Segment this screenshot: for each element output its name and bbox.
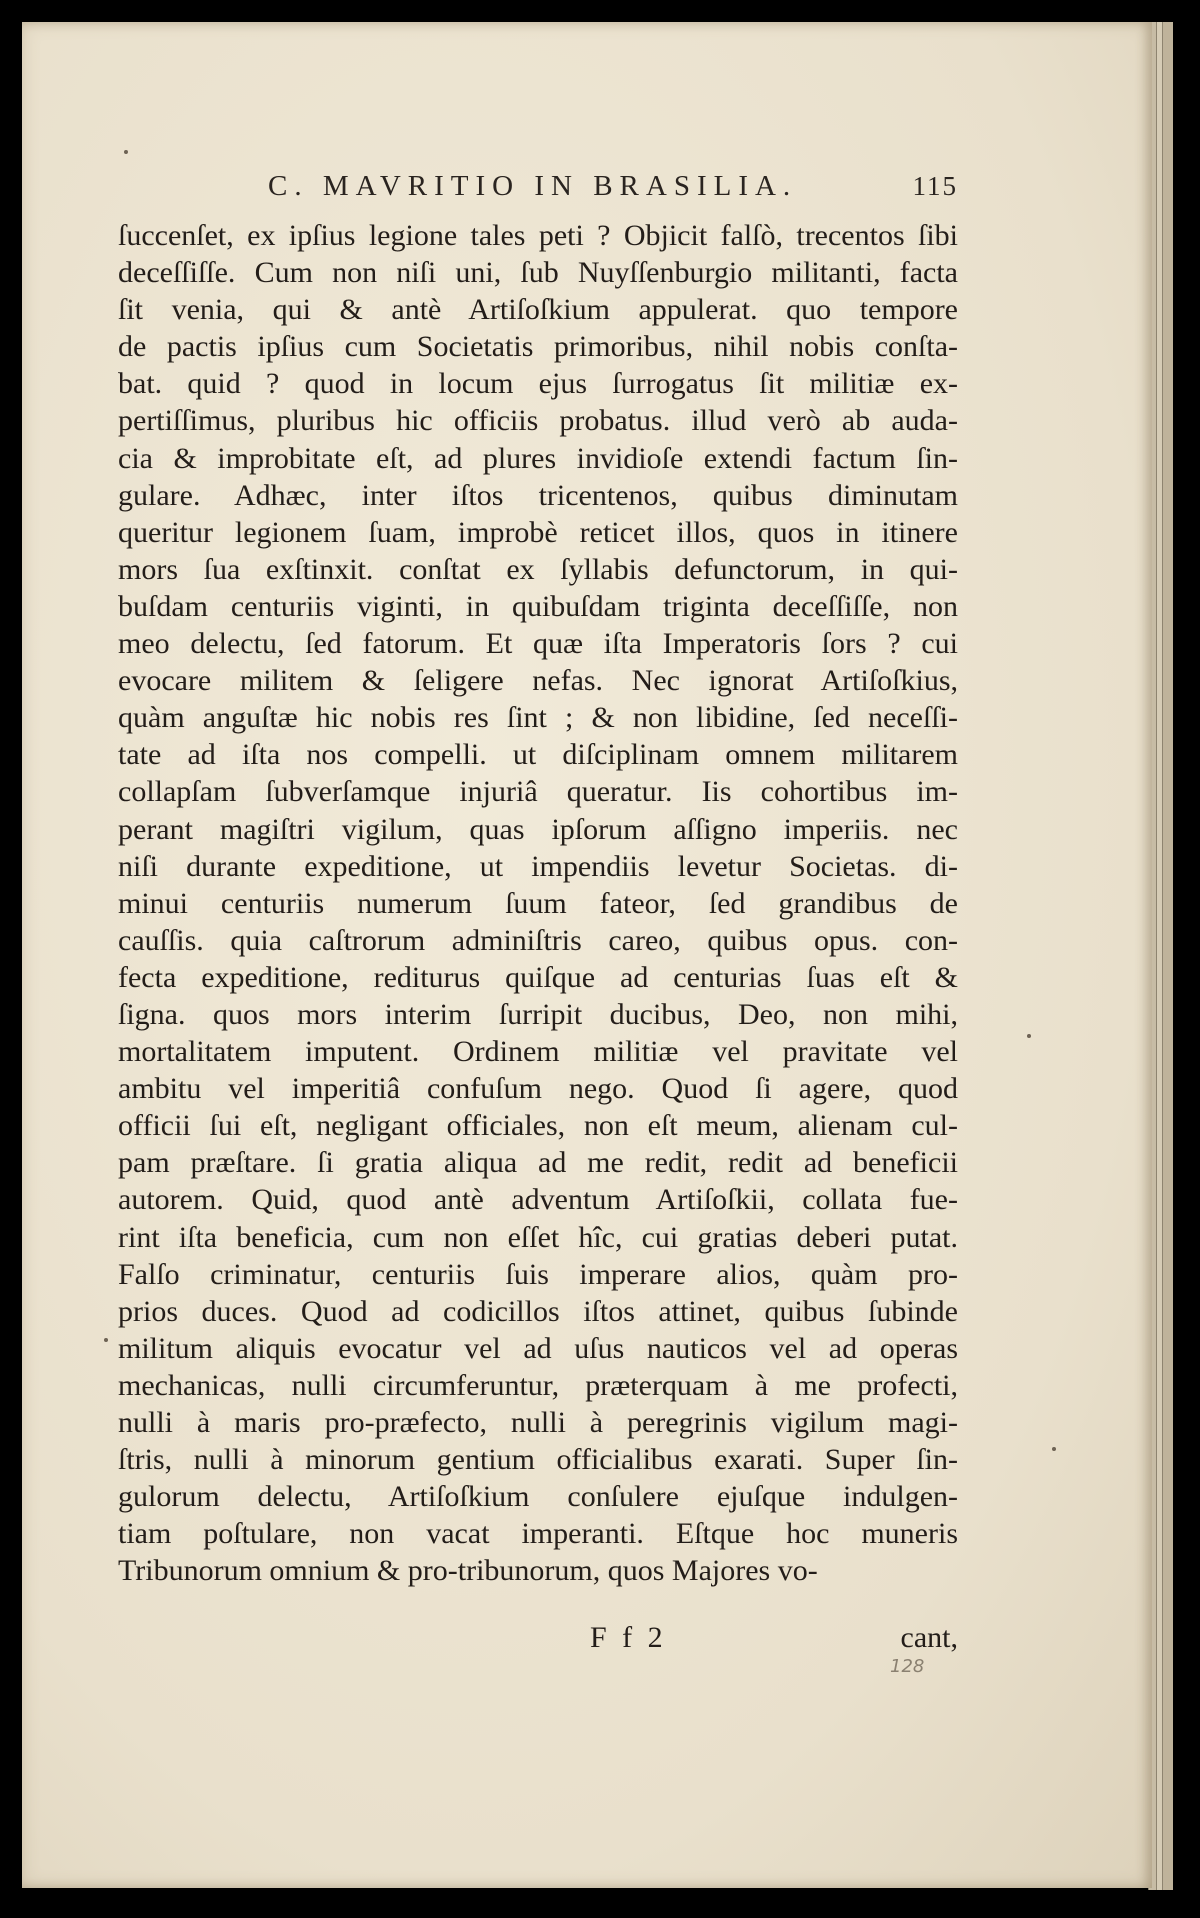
paper-speck: [1052, 1447, 1056, 1451]
page-edge: [1162, 22, 1173, 1890]
text-line: prios duces. Quod ad codicillos iſtos attinet, quibus ſubinde: [118, 1294, 958, 1328]
text-line: ambitu vel imperitiâ confuſum nego. Quod ſi agere, quod: [118, 1072, 958, 1106]
text-line: deceſſiſſe. Cum non niſi uni, ſub Nuyſſenburgio militanti, facta: [118, 256, 958, 290]
text-line: gulare. Adhæc, inter iſtos tricentenos, quibus diminutam: [118, 478, 958, 512]
text-line: rint iſta beneficia, cum non eſſet hîc, cui gratias deberi putat.: [118, 1220, 958, 1254]
text-line: mortalitatem imputent. Ordinem militiæ vel pravitate vel: [118, 1035, 958, 1069]
text-line: bat. quid ? quod in locum ejus ſurrogatus ſit militiæ ex-: [118, 367, 958, 401]
text-line: ſuccenſet, ex ipſius legione tales peti ? Objicit falſò, trecentos ſibi: [118, 219, 958, 252]
text-line: officii ſui eſt, negligant officiales, non eſt meum, alienam cul-: [118, 1109, 958, 1143]
running-title: C. MAVRITIO IN BRASILIA.: [268, 170, 798, 202]
text-line: ſit venia, qui & antè Artiſoſkium appulerat. quo tempore: [118, 293, 958, 327]
text-line: militum aliquis evocatur vel ad uſus nauticos vel ad operas: [118, 1331, 958, 1365]
text-line: evocare militem & ſeligere nefas. Nec ignorat Artiſoſkius,: [118, 664, 958, 698]
paper-speck: [124, 150, 128, 154]
text-line: pam præſtare. ſi gratia aliqua ad me redit, redit ad beneficii: [118, 1146, 958, 1180]
text-line: cauſſis. quia caſtrorum adminiſtris careo, quibus opus. con-: [118, 923, 958, 957]
paper-speck: [104, 1338, 108, 1342]
text-line: autorem. Quid, quod antè adventum Artiſoſkii, collata fue-: [118, 1183, 958, 1217]
text-line: meo delectu, ſed fatorum. Et quæ iſta Imperatoris ſors ? cui: [118, 627, 958, 661]
text-line: queritur legionem ſuam, improbè reticet illos, quos in itinere: [118, 515, 958, 549]
text-line: mors ſua exſtinxit. conſtat ex ſyllabis defunctorum, in qui-: [118, 552, 958, 586]
text-line: tiam poſtulare, non vacat imperanti. Eſtque hoc muneris: [118, 1517, 958, 1551]
text-line: cia & improbitate eſt, ad plures invidioſe extendi factum ſin-: [118, 441, 958, 475]
text-line: buſdam centuriis viginti, in quibuſdam triginta deceſſiſſe, non: [118, 589, 958, 623]
text-line: fecta expeditione, rediturus quiſque ad centurias ſuas eſt &: [118, 960, 958, 994]
text-line: niſi durante expeditione, ut impendiis levetur Societas. di-: [118, 849, 958, 883]
text-line: tate ad iſta nos compelli. ut diſciplinam omnem militarem: [118, 738, 958, 772]
text-line: de pactis ipſius cum Societatis primoribus, nihil nobis conſta-: [118, 330, 958, 364]
text-line: nulli à maris pro-præfecto, nulli à peregrinis vigilum magi-: [118, 1406, 958, 1439]
text-line: gulorum delectu, Artiſoſkium conſulere ejuſque indulgen-: [118, 1480, 958, 1514]
text-line: pertiſſimus, pluribus hic officiis probatus. illud verò ab auda-: [118, 404, 958, 438]
text-line: collapſam ſubverſamque injuriâ queratur. Iis cohortibus im-: [118, 775, 958, 809]
text-line: minui centuriis numerum ſuum fateor, ſed grandibus de: [118, 886, 958, 920]
text-line: quàm anguſtæ hic nobis res ſint ; & non libidine, ſed neceſſi-: [118, 701, 958, 735]
paper-speck: [1027, 1034, 1031, 1038]
page-footer: [118, 1618, 958, 1658]
catchword: cant,: [900, 1621, 958, 1654]
body-text: [118, 217, 958, 1589]
running-head: [118, 164, 958, 208]
signature-mark: F f 2: [590, 1621, 667, 1654]
text-line: Tribunorum omnium & pro-tribunorum, quos Majores vo-: [118, 1554, 818, 1588]
book-page: [22, 22, 1152, 1888]
handwritten-folio-note: 128: [890, 1656, 925, 1677]
page-number: 115: [912, 171, 958, 201]
text-line: perant magiſtri vigilum, quas ipſorum aſſigno imperiis. nec: [118, 812, 958, 846]
text-line: mechanicas, nulli circumferuntur, præterquam à me profecti,: [118, 1368, 958, 1402]
text-line: ſigna. quos mors interim ſurripit ducibus, Deo, non mihi,: [118, 997, 958, 1031]
text-line: ſtris, nulli à minorum gentium officialibus exarati. Super ſin-: [118, 1443, 958, 1477]
text-line: Falſo criminatur, centuriis ſuis imperare alios, quàm pro-: [118, 1257, 958, 1291]
